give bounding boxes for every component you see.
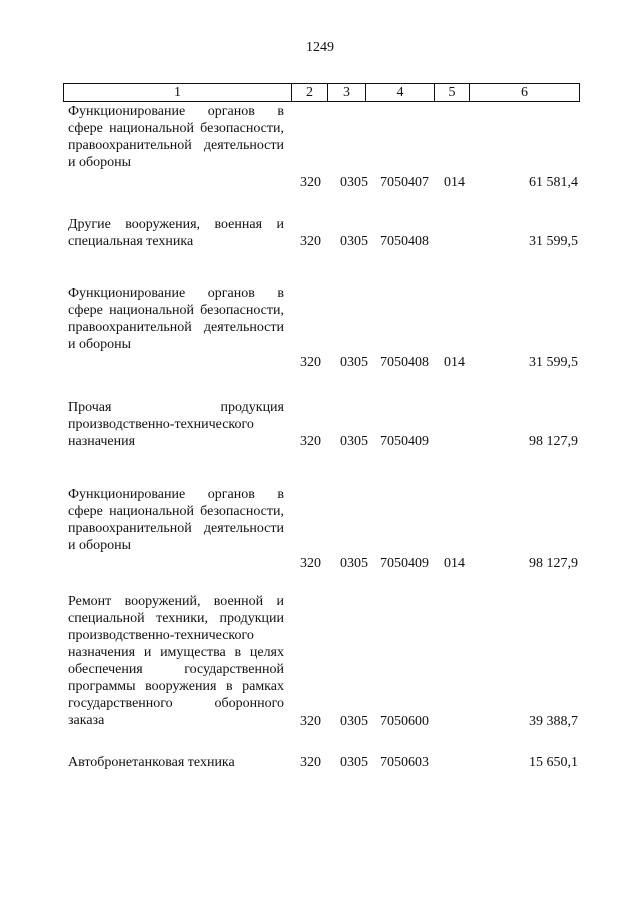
row-name: Ремонт вооружений, военной и специальной техники, продукции производственно-технического назначения и имущества в целях обеспечения государственной программы вооружения в рамках государственного оборонного заказа [68, 594, 284, 728]
header-col-2: 2 [292, 84, 328, 101]
table-header [63, 83, 580, 102]
cell-col-3: 0305 [340, 355, 368, 370]
cell-col-6: 98 127,9 [529, 434, 578, 449]
row-name: Автобронетанковая техника [68, 755, 235, 770]
cell-col-2: 320 [300, 234, 321, 249]
row-name: Другие вооружения, военная и специальная техника [68, 217, 284, 249]
header-col-3: 3 [328, 84, 366, 101]
row-name: Функционирование органов в сфере национальной безопасности, правоохранительной деятельности и обороны [68, 487, 284, 553]
cell-col-4: 7050407 [380, 175, 429, 190]
cell-col-3: 0305 [340, 556, 368, 571]
row-name: Прочая продукция производственно-технического назначения [68, 400, 284, 449]
cell-col-4: 7050409 [380, 434, 429, 449]
header-col-1: 1 [64, 84, 292, 101]
cell-col-6: 61 581,4 [529, 175, 578, 190]
cell-col-2: 320 [300, 556, 321, 571]
cell-col-2: 320 [300, 175, 321, 190]
cell-col-3: 0305 [340, 175, 368, 190]
row-name: Функционирование органов в сфере национальной безопасности, правоохранительной деятельности и обороны [68, 286, 284, 352]
page-number: 1249 [306, 40, 334, 55]
cell-col-4: 7050603 [380, 755, 429, 770]
cell-col-4: 7050600 [380, 714, 429, 729]
cell-col-3: 0305 [340, 434, 368, 449]
cell-col-3: 0305 [340, 755, 368, 770]
header-col-5: 5 [435, 84, 470, 101]
cell-col-5: 014 [444, 556, 465, 571]
row-name: Функционирование органов в сфере национальной безопасности, правоохранительной деятельности и обороны [68, 104, 284, 170]
cell-col-4: 7050408 [380, 355, 429, 370]
cell-col-3: 0305 [340, 714, 368, 729]
cell-col-6: 39 388,7 [529, 714, 578, 729]
cell-col-6: 31 599,5 [529, 355, 578, 370]
cell-col-4: 7050409 [380, 556, 429, 571]
header-col-4: 4 [366, 84, 435, 101]
cell-col-6: 31 599,5 [529, 234, 578, 249]
cell-col-4: 7050408 [380, 234, 429, 249]
cell-col-2: 320 [300, 355, 321, 370]
cell-col-5: 014 [444, 355, 465, 370]
cell-col-2: 320 [300, 714, 321, 729]
cell-col-3: 0305 [340, 234, 368, 249]
cell-col-6: 15 650,1 [529, 755, 578, 770]
header-col-6: 6 [521, 85, 528, 100]
cell-col-5: 014 [444, 175, 465, 190]
cell-col-6: 98 127,9 [529, 556, 578, 571]
cell-col-2: 320 [300, 755, 321, 770]
cell-col-2: 320 [300, 434, 321, 449]
